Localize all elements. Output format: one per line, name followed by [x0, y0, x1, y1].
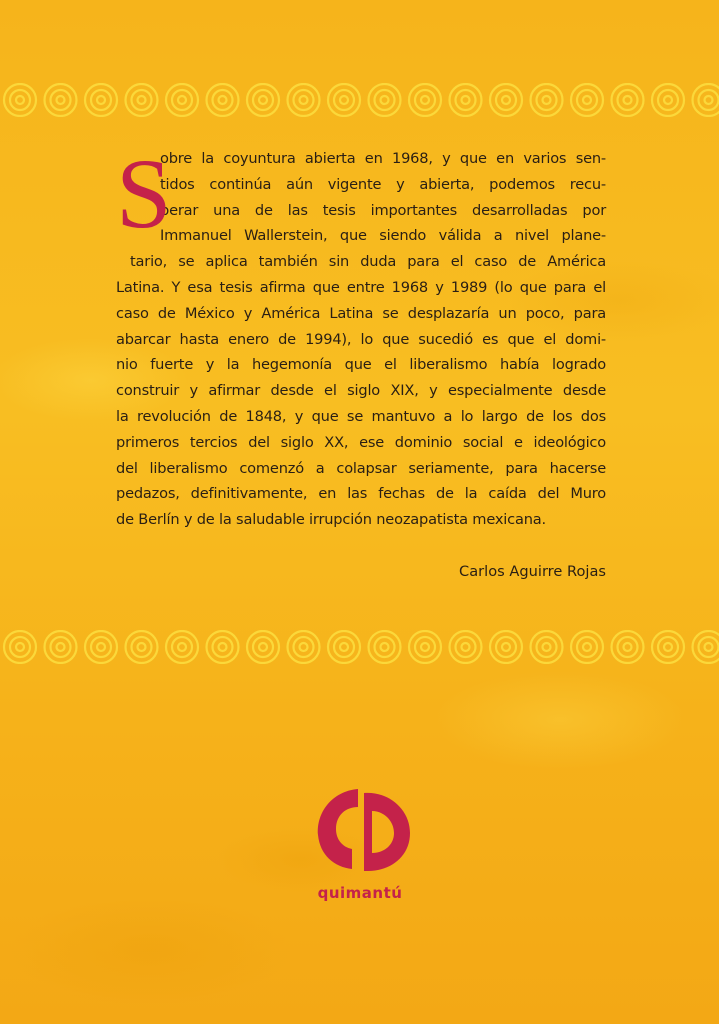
blurb-line: la revolución de 1848, y que se mantuvo a lo largo de los dos [116, 407, 606, 425]
author-attribution: Carlos Aguirre Rojas [459, 563, 606, 580]
quimantu-logo-icon [312, 783, 412, 879]
blurb-line: Latina. Y esa tesis afirma que entre 1968 y 1989 (lo que para el [116, 278, 606, 296]
circle-ornament-band-top [0, 83, 719, 117]
drop-cap: S [116, 138, 172, 249]
blurb-text [116, 138, 606, 533]
blurb-line: tario, se aplica también sin duda para el caso de América [130, 253, 606, 271]
blurb-line: nio fuerte y la hegemonía que el liberalismo había logrado [116, 356, 606, 374]
blurb-line: abarcar hasta enero de 1994), lo que sucedió es que el domi- [116, 330, 606, 348]
blurb-line: caso de México y América Latina se desplazaría un poco, para [116, 304, 606, 322]
publisher-name: quimantú [317, 884, 403, 902]
blurb-line: del liberalismo comenzó a colapsar seriamente, para hacerse [116, 459, 606, 477]
blurb-line: de Berlín y de la saludable irrupción neozapatista mexicana. [116, 511, 546, 529]
blurb-line: perar una de las tesis importantes desarrolladas por [160, 201, 606, 219]
blurb-line: Immanuel Wallerstein, que siendo válida a nivel plane- [160, 227, 606, 245]
circle-ornament-band-bottom [0, 630, 719, 664]
blurb-line: construir y afirmar desde el siglo XIX, y especialmente desde [116, 382, 606, 400]
blurb-line: primeros tercios del siglo XX, ese dominio social e ideológico [116, 433, 606, 451]
blurb-line: pedazos, definitivamente, en las fechas de la caída del Muro [116, 485, 606, 503]
blurb-line: obre la coyuntura abierta en 1968, y que en varios sen- [160, 150, 606, 167]
blurb-line: tidos continúa aún vigente y abierta, podemos recu- [160, 175, 606, 193]
